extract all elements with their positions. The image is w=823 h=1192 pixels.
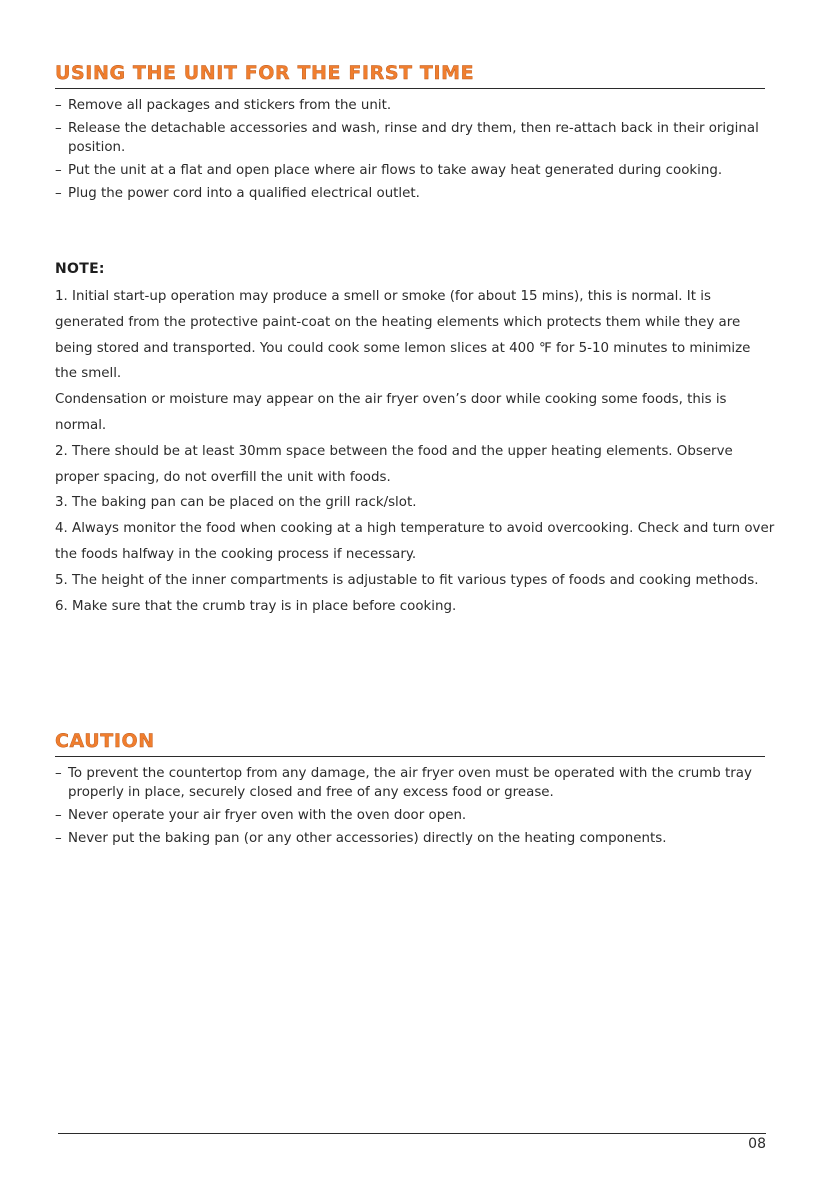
page-number: 08 (748, 1136, 766, 1152)
note-paragraph: Condensation or moisture may appear on the air fryer oven’s door while cooking some foods, this is normal. (55, 392, 727, 433)
note-paragraph: 1. Initial start-up operation may produce a smell or smoke (for about 15 mins), this is normal. It is generated from the protective paint-coat on the heating elements which protects them while they are being stored and transported. You could cook some lemon slices at 400 ℉ for 5-10 minutes to minimize the smell. (55, 289, 751, 382)
note-heading: NOTE: (55, 261, 105, 277)
note-paragraph: 6. Make sure that the crumb tray is in place before cooking. (55, 598, 457, 614)
first-time-item: – Plug the power cord into a qualified electrical outlet. (55, 186, 420, 201)
first-time-divider (55, 88, 765, 89)
caution-item: – To prevent the countertop from any damage, the air fryer oven must be operated with the crumb tray properly in place, securely closed and free of any excess food or grease. (55, 766, 752, 800)
caution-heading: CAUTION (55, 730, 155, 752)
footer-divider (58, 1133, 766, 1134)
caution-divider (55, 756, 765, 757)
note-body (55, 284, 775, 619)
first-time-item: – Remove all packages and stickers from the unit. (55, 98, 392, 113)
caution-list (55, 764, 775, 852)
note-paragraph: 2. There should be at least 30mm space between the food and the upper heating elements. Observe proper spacing, do not overfill the unit with foods. (55, 443, 733, 485)
note-paragraph: 5. The height of the inner compartments is adjustable to fit various types of foods and cooking methods. (55, 572, 759, 588)
caution-item: – Never put the baking pan (or any other accessories) directly on the heating components. (55, 831, 667, 846)
first-time-list (55, 96, 775, 207)
first-time-item: – Put the unit at a flat and open place where air flows to take away heat generated during cooking. (55, 163, 723, 178)
note-paragraph: 4. Always monitor the food when cooking at a high temperature to avoid overcooking. Check and turn over the foods halfway in the cooking process if necessary. (55, 521, 775, 562)
first-time-heading: USING THE UNIT FOR THE FIRST TIME (55, 62, 475, 84)
note-paragraph: 3. The baking pan can be placed on the grill rack/slot. (55, 495, 417, 511)
first-time-item: – Release the detachable accessories and wash, rinse and dry them, then re-attach back in their original position. (55, 121, 759, 155)
caution-item: – Never operate your air fryer oven with the oven door open. (55, 808, 467, 823)
